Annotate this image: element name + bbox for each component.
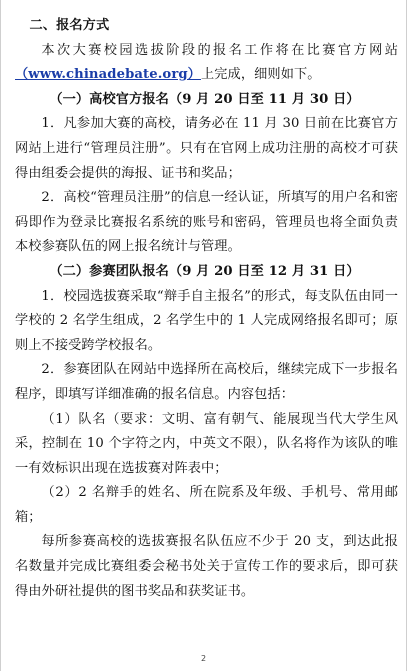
section-title: 二、报名方式 [29,18,110,33]
part2-heading [15,260,398,285]
closing-paragraph: 每所参赛高校的选拔赛报名队伍应不少于 20 支，到达此报名数量并完成比赛组委会秘书处关于宣传工作的要求后，即可获得由外研社提供的图书奖品和获奖证书。 [15,534,398,599]
part2-subitem-2: （2）2 名辩手的姓名、所在院系及年级、手机号、常用邮箱； [15,485,398,525]
part1-item-1: 1．凡参加大赛的高校，请务必在 11 月 30 日前在比赛官方网站上进行“管理员注册”。只有在官网上成功注册的高校才可获得由组委会提供的海报、证书和奖品； [15,116,398,181]
part2-item-1: 1．校园选拔赛采取“辩手自主报名”的形式，每支队伍由同一学校的 2 名学生组成，2 名学生中的 1 人完成网络报名即可；原则上不接受跨学校报名。 [15,288,398,353]
part2-item-2: 2．参赛团队在网站中选择所在高校后，继续完成下一步报名程序，即填写详细准确的报名信息。内容包括： [15,362,398,402]
intro-text-before: 本次大赛校园选拔阶段的报名工作将在比赛官方网站 [41,42,398,58]
page-number: 2 [200,654,207,663]
part1-dates: （9 月 20 日至 11 月 30 日） [168,91,360,107]
intro-text-after: 上完成，细则如下。 [200,67,321,83]
part2-title: （二）参赛团队报名 [49,263,169,279]
part1-heading [15,88,398,113]
intro-paragraph [15,39,398,88]
part1-title: （一）高校官方报名 [49,91,169,107]
document-body [15,14,398,604]
part2-dates: （9 月 20 日至 12 月 31 日） [168,263,360,279]
website-link[interactable]: （www.chinadebate.org） [15,67,201,83]
part2-subitem-1: （1）队名（要求：文明、富有朝气、能展现当代大学生风采，控制在 10 个字符之内，中英文不限），队名将作为该队的唯一有效标识出现在选拔赛对阵表中； [15,411,398,476]
part1-item-2: 2．高校“管理员注册”的信息一经认证，所填写的用户名和密码即作为登录比赛报名系统的账号和密码，管理员也将全面负责本校参赛队伍的网上报名统计与管理。 [15,190,398,255]
